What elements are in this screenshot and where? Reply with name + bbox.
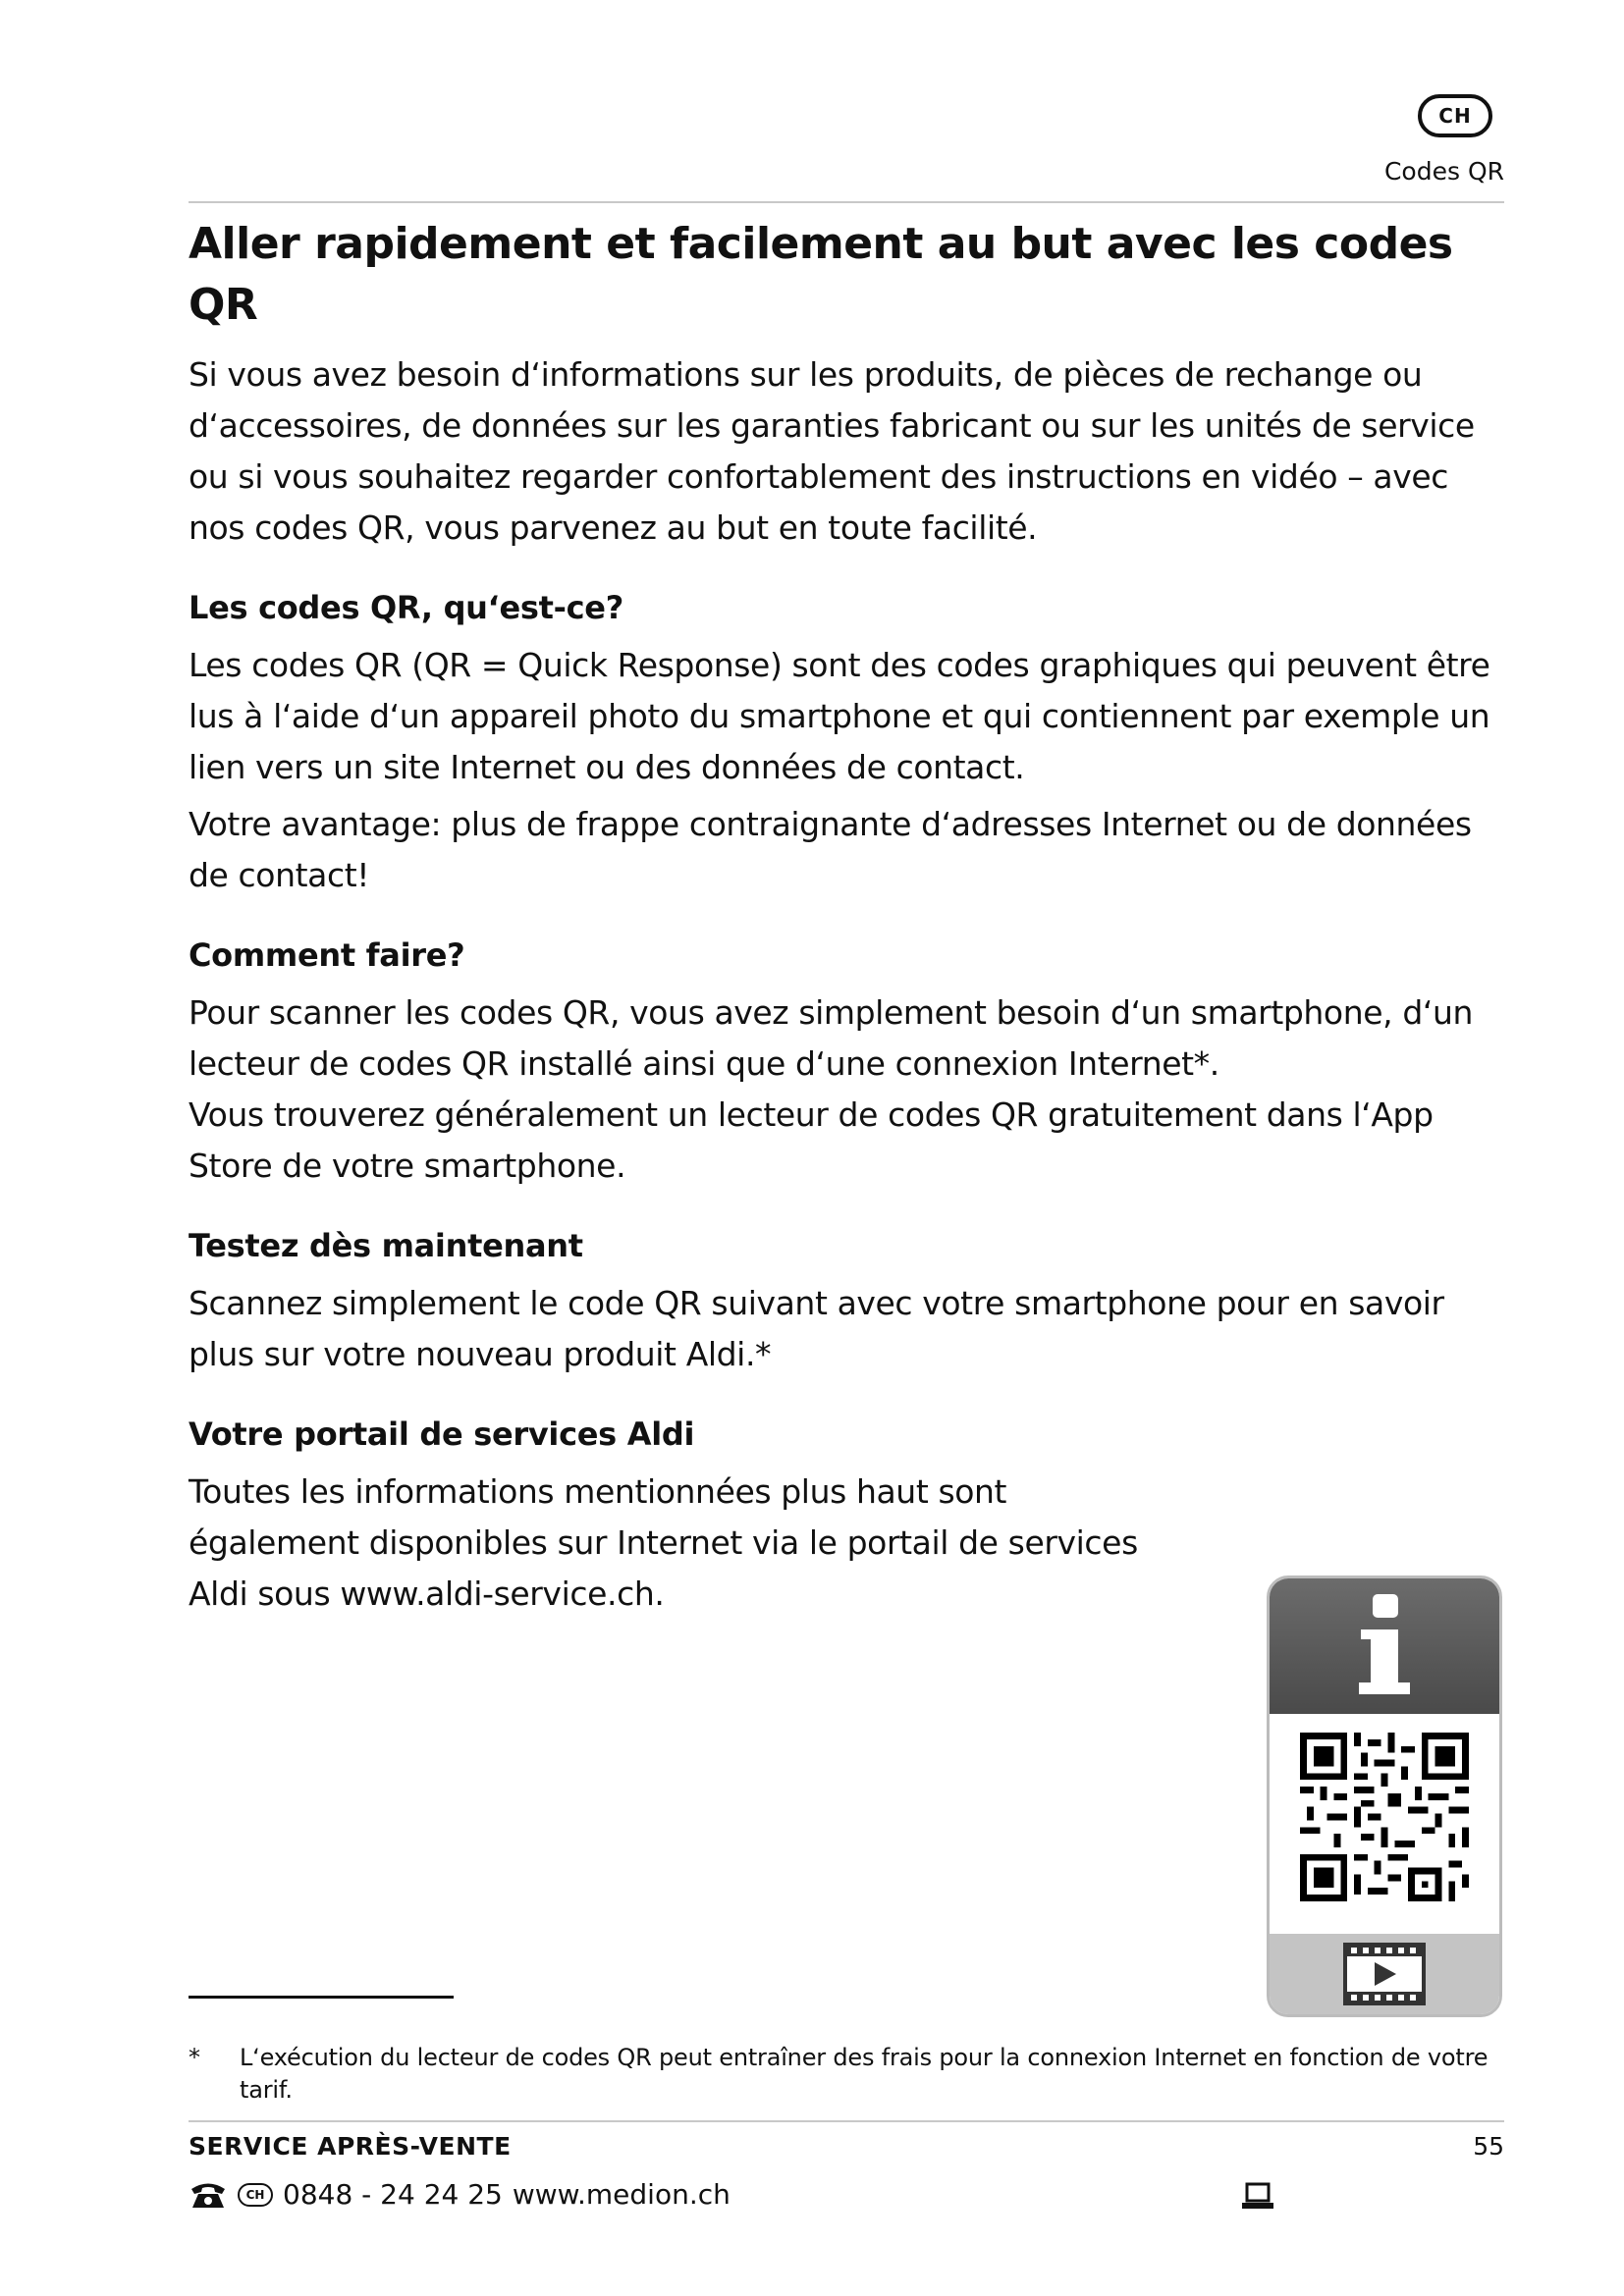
qr-code-icon[interactable] (1270, 1714, 1499, 1920)
section-paragraph: Toutes les informations mentionnées plus haut sont également disponibles sur Internet via le portail de services Aldi sous www.aldi-service.ch. (189, 1472, 1138, 1613)
section-paragraph: Vous trouverez généralement un lecteur de codes QR gratuitement dans l‘App Store de votre smartphone. (189, 1095, 1434, 1185)
info-icon (1270, 1578, 1499, 1714)
page-title: Aller rapidement et facilement au but avec les codes QR (189, 219, 1453, 330)
website-link[interactable]: www.medion.ch (512, 2178, 731, 2211)
footer-divider (189, 2120, 1504, 2122)
section-paragraph: Les codes QR (QR = Quick Response) sont des codes graphiques qui peuvent être lus à l‘aide d‘un appareil photo du smartphone et qui contiennent par exemple un lien vers un site Internet ou des données de contact. (189, 646, 1490, 786)
section-heading-try-now: Testez dès maintenant (189, 1227, 583, 1264)
phone-number: 0848 - 24 24 25 (283, 2178, 503, 2211)
section-paragraph: Pour scanner les codes QR, vous avez simplement besoin d‘un smartphone, d‘un lecteur de codes QR installé ainsi que d‘une connexion Internet*. (189, 993, 1473, 1083)
video-film-icon[interactable] (1270, 1934, 1499, 2014)
qr-code-graphic (1300, 1733, 1469, 1901)
main-content (189, 214, 1504, 1626)
telephone-icon (189, 2180, 228, 2210)
country-badge-small: CH (238, 2183, 273, 2207)
page-number: 55 (1473, 2132, 1504, 2161)
info-letter-graphic (1353, 1592, 1416, 1700)
info-card (1267, 1575, 1502, 2017)
footnote-divider (189, 1996, 454, 1999)
footnote-marker: * (189, 2044, 200, 2071)
header-divider (189, 201, 1504, 203)
section-paragraph: Votre avantage: plus de frappe contraignante d‘adresses Internet ou de données de contact! (189, 805, 1472, 894)
video-film-graphic (1343, 1943, 1426, 2005)
country-badge: CH (1418, 94, 1492, 137)
section-label: Codes QR (1383, 157, 1504, 186)
section-heading-what-is-qr: Les codes QR, qu‘est-ce? (189, 589, 623, 626)
contact-line (189, 2178, 731, 2211)
footnote (189, 2042, 1504, 2107)
footnote-text: L‘exécution du lecteur de codes QR peut entraîner des frais pour la connexion Internet en fonction de votre tarif. (240, 2044, 1489, 2104)
section-heading-service-portal: Votre portail de services Aldi (189, 1415, 695, 1453)
section-paragraph: Scannez simplement le code QR suivant avec votre smartphone pour en savoir plus sur votre nouveau produit Aldi.* (189, 1284, 1444, 1373)
intro-paragraph: Si vous avez besoin d‘informations sur les produits, de pièces de rechange ou d‘accessoires, de données sur les garanties fabricant ou sur les unités de service ou si vous souhaitez regarder confortablement des instructions en vidéo – avec nos codes QR, vous parvenez au but en toute facilité. (189, 355, 1475, 547)
section-heading-how-to: Comment faire? (189, 936, 465, 974)
laptop-icon (1241, 2181, 1274, 2211)
service-title: SERVICE APRÈS-VENTE (189, 2132, 512, 2161)
